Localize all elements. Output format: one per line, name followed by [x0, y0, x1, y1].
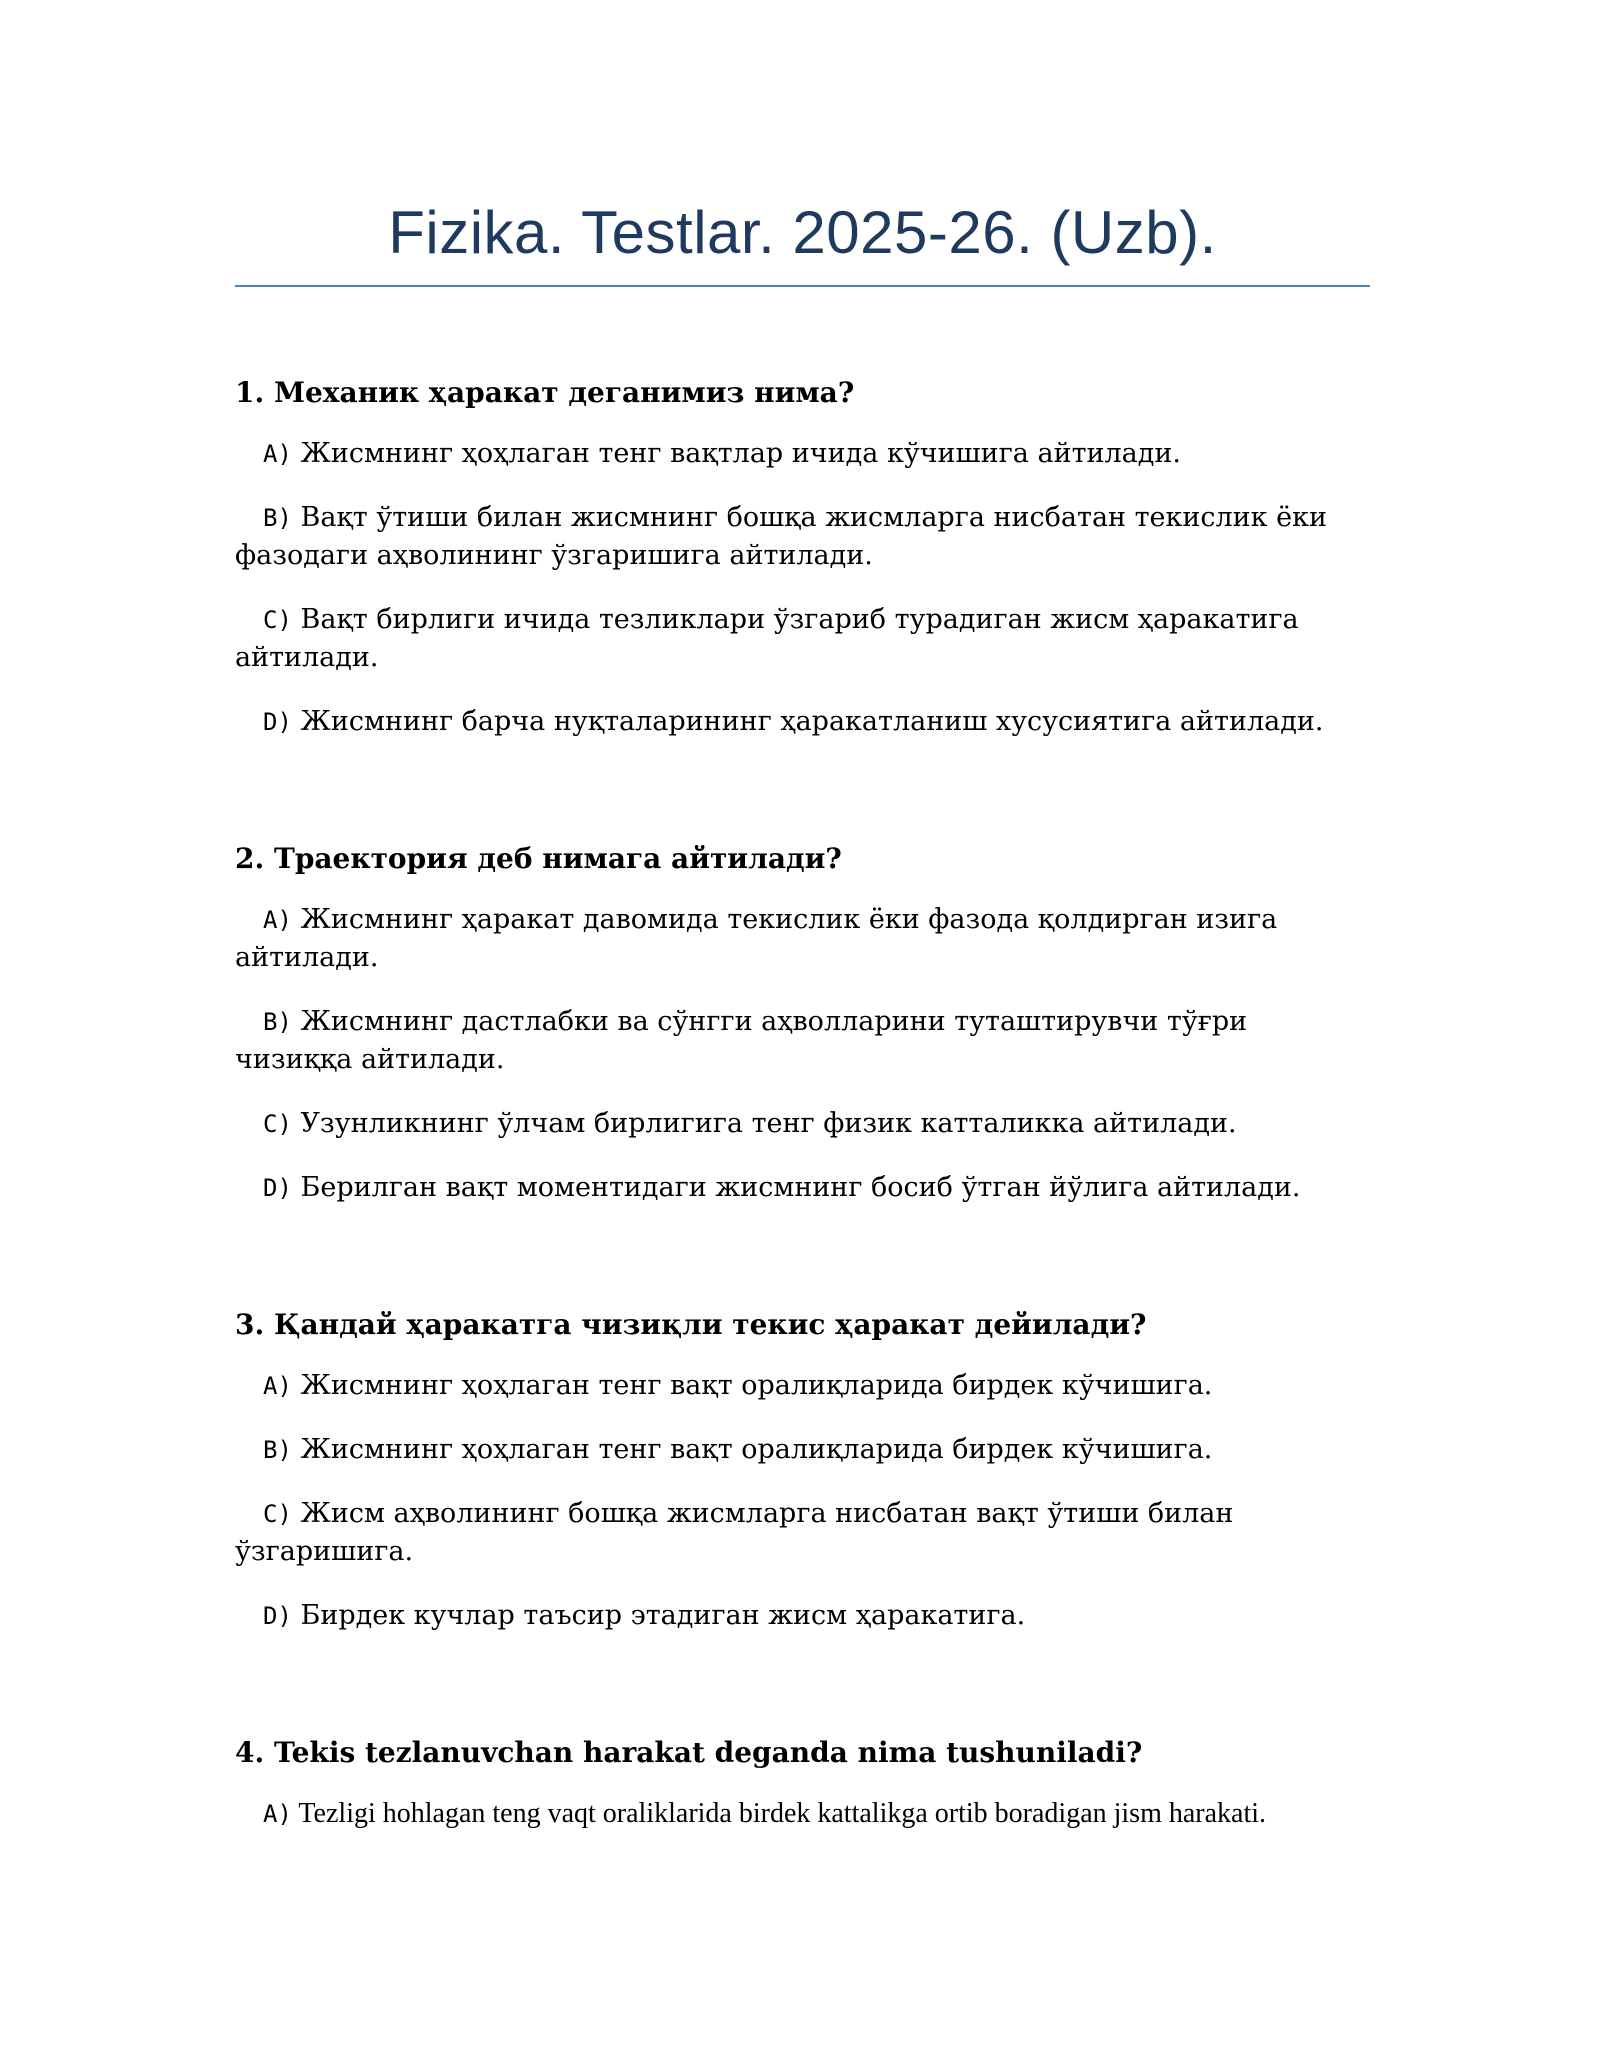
- question-title: 1. Механик ҳаракат деганимиз нима?: [235, 376, 855, 409]
- option-text: Жисмнинг ҳаракат давомида текислик ёки фазода қолдирган изига айтилади.: [235, 904, 1278, 973]
- option-letter: D): [263, 1174, 292, 1202]
- question-4: [235, 1733, 1370, 1833]
- option-c: [235, 601, 1370, 677]
- option-text: Бирдек кучлар таъсир этадиган жисм ҳаракатига.: [300, 1600, 1026, 1631]
- document-title: Fizika. Testlar. 2025-26. (Uzb).: [388, 199, 1217, 266]
- option-text: Жисмнинг барча нуқталарининг ҳаракатланиш хусусиятига айтилади.: [300, 706, 1324, 737]
- option-text: Вақт ўтиши билан жисмнинг бошқа жисмларга нисбатан текислик ёки фазодаги аҳволининг ўзгаришига айтилади.: [235, 502, 1327, 571]
- option-letter: C): [263, 1110, 292, 1138]
- option-text: Жисмнинг дастлабки ва сўнгги аҳволларини туташтирувчи тўғри чизиққа айтилади.: [235, 1006, 1248, 1075]
- option-letter: A): [263, 440, 292, 468]
- option-letter: A): [263, 1372, 292, 1400]
- option-letter: B): [263, 1008, 292, 1036]
- option-text: Вақт бирлиги ичида тезликлари ўзгариб турадиган жисм ҳаракатига айтилади.: [235, 604, 1299, 673]
- question-title: 2. Траектория деб нимага айтилади?: [235, 842, 842, 875]
- option-letter: C): [263, 606, 292, 634]
- question-1: [235, 373, 1370, 741]
- option-text: Жисмнинг ҳоҳлаган тенг вақт оралиқларида бирдек кўчишига.: [300, 1370, 1213, 1401]
- option-b: [235, 1431, 1370, 1469]
- option-b: [235, 1003, 1370, 1079]
- question-title: 3. Қандай ҳаракатга чизиқли текис ҳаракат дейилади?: [235, 1308, 1147, 1341]
- option-letter: C): [263, 1500, 292, 1528]
- option-c: [235, 1105, 1370, 1143]
- option-d: [235, 703, 1370, 741]
- option-text: Жисмнинг ҳоҳлаган тенг вақт оралиқларида бирдек кўчишига.: [300, 1434, 1213, 1465]
- option-b: [235, 499, 1370, 575]
- option-c: [235, 1495, 1370, 1571]
- option-a: [235, 901, 1370, 977]
- option-a: [235, 1795, 1370, 1833]
- document-page: [235, 0, 1370, 1833]
- option-letter: B): [263, 504, 292, 532]
- option-d: [235, 1597, 1370, 1635]
- option-text: Жисм аҳволининг бошқа жисмларга нисбатан вақт ўтиши билан ўзгаришига.: [235, 1498, 1234, 1567]
- option-text: Узунликнинг ўлчам бирлигига тенг физик катталикка айтилади.: [300, 1108, 1237, 1139]
- option-text: Tezligi hohlagan teng vaqt oraliklarida birdek kattalikga ortib boradigan jism harakati.: [298, 1798, 1267, 1829]
- option-letter: A): [263, 906, 292, 934]
- option-a: [235, 435, 1370, 473]
- question-title: 4. Tekis tezlanuvchan harakat deganda nima tushuniladi?: [235, 1736, 1143, 1769]
- option-letter: B): [263, 1436, 292, 1464]
- option-text: Жисмнинг ҳоҳлаган тенг вақтлар ичида кўчишига айтилади.: [300, 438, 1181, 469]
- option-letter: D): [263, 1602, 292, 1630]
- question-2: [235, 839, 1370, 1207]
- question-3: [235, 1305, 1370, 1635]
- option-text: Берилган вақт моментидаги жисмнинг босиб ўтган йўлига айтилади.: [300, 1172, 1301, 1203]
- option-a: [235, 1367, 1370, 1405]
- option-d: [235, 1169, 1370, 1207]
- option-letter: A): [263, 1800, 292, 1828]
- title-underline: [235, 285, 1370, 287]
- option-letter: D): [263, 708, 292, 736]
